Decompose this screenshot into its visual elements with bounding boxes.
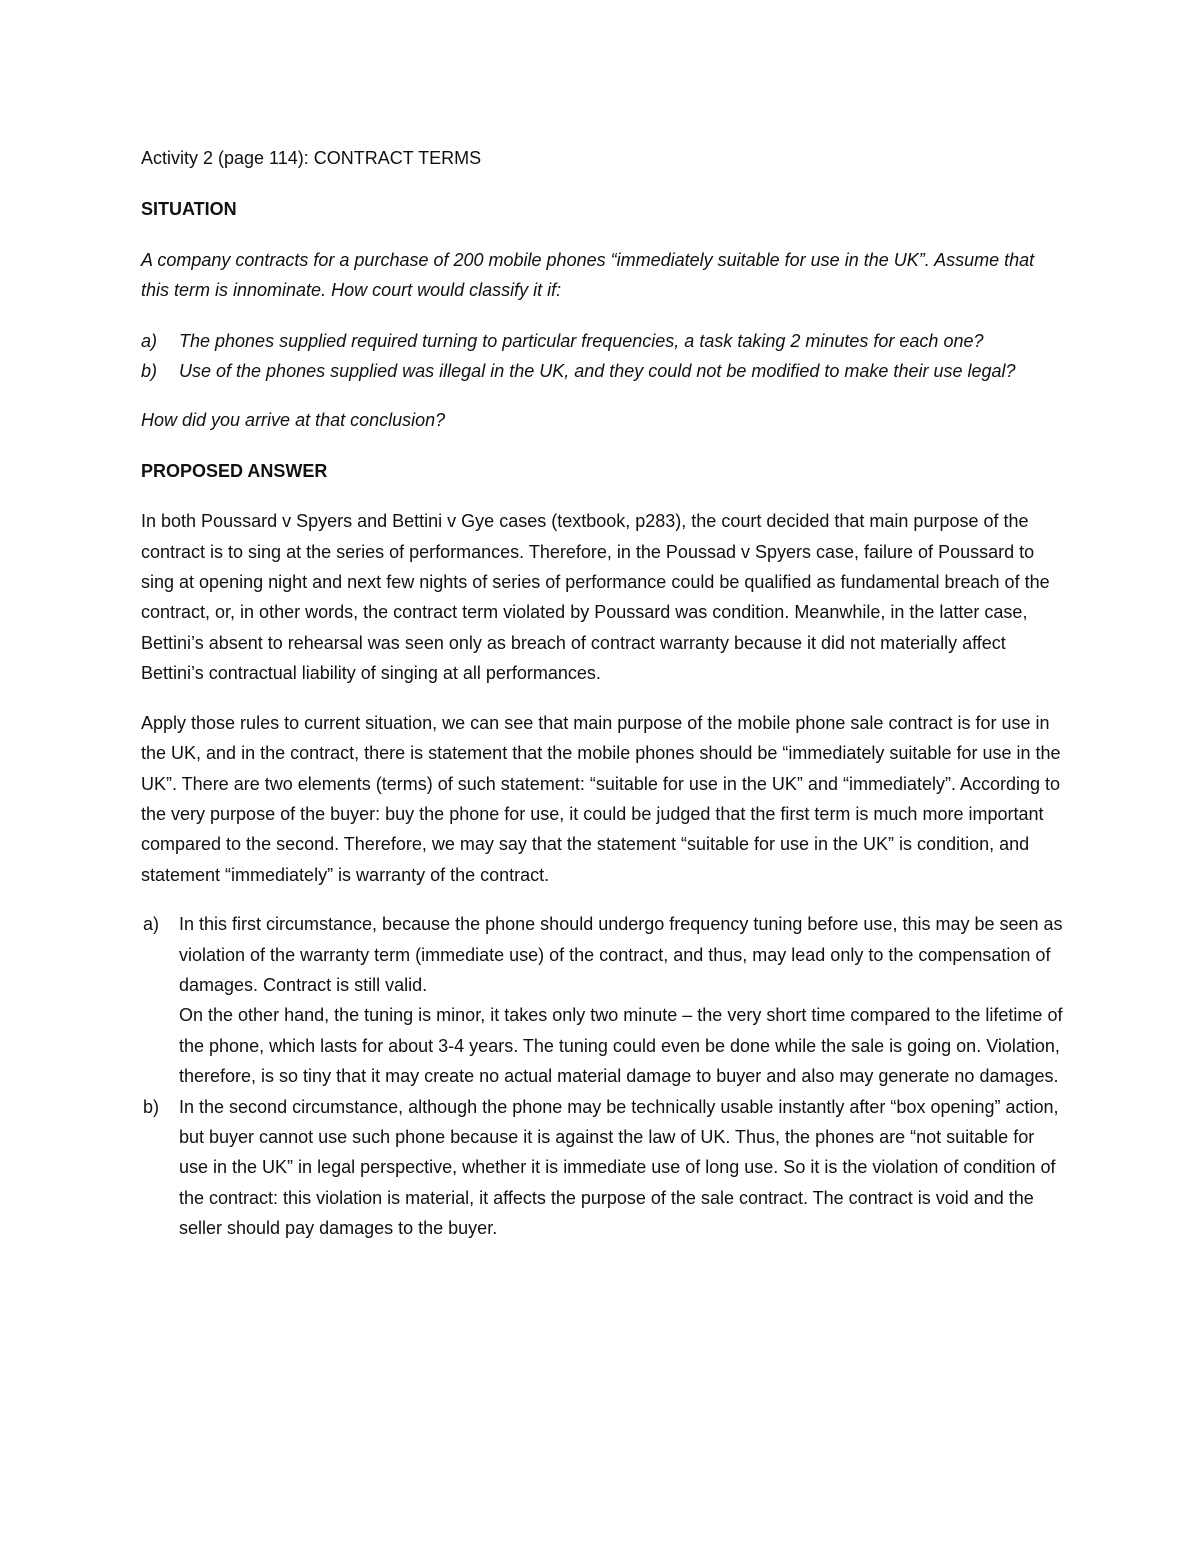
question-list [141,326,1066,387]
question-marker: a) [141,330,158,351]
answer-marker: b) [143,1096,160,1117]
document-body [141,143,1066,1244]
situation-heading: SITUATION [141,199,237,220]
answer-text: In the second circumstance, although the phone may be technically usable instantly after “box opening” action, but buyer cannot use such phone because it is against the law of UK. Thus, the phones are “not suitable for use in the UK” in legal perspective, whether it is immediate use of long use. So it is the violation of condition of the contract: this violation is material, it affects the purpose of the sale contract. The contract is void and the seller should pay damages to the buyer. [179,1096,1059,1239]
situation-text: A company contracts for a purchase of 200 mobile phones “immediately suitable for use in the UK”. Assume that this term is innominate. How court would classify it if: [141,249,1035,301]
answer-list [141,909,1066,1243]
answer-paragraph: Apply those rules to current situation, we can see that main purpose of the mobile phone sale contract is for use in the UK, and in the contract, there is statement that the mobile phones should be “immediately suitable for use in the UK”. There are two elements (terms) of such statement: “suitable for use in the UK” and “immediately”. According to the very purpose of the buyer: buy the phone for use, it could be judged that the first term is much more important compared to the second. Therefore, we may say that the statement “suitable for use in the UK” is condition, and statement “immediately” is warranty of the contract. [141,712,1061,885]
document-title: Activity 2 (page 114): CONTRACT TERMS [141,148,482,168]
question-item [141,326,1066,356]
question-text: Use of the phones supplied was illegal in the UK, and they could not be modified to make their use legal? [179,361,1016,382]
question-prompt: How did you arrive at that conclusion? [141,410,446,431]
answer-heading: PROPOSED ANSWER [141,460,328,481]
question-marker: b) [141,361,158,382]
answer-marker: a) [143,914,160,935]
question-item [141,356,1066,386]
answer-paragraph: In both Poussard v Spyers and Bettini v Gye cases (textbook, p283), the court decided that main purpose of the contract is to sing at the series of performances. Therefore, in the Poussad v Spyers case, failure of Poussard to sing at opening night and next few nights of series of performance could be qualified as fundamental breach of the contract, or, in other words, the contract term violated by Poussard was condition. Meanwhile, in the latter case, Bettini’s absent to rehearsal was seen only as breach of contract warranty because it did not materially affect Bettini’s contractual liability of singing at all performances. [141,511,1050,684]
answer-text-continued: On the other hand, the tuning is minor, it takes only two minute – the very short time compared to the lifetime of the phone, which lasts for about 3-4 years. The tuning could even be done while the sale is going on. Violation, therefore, is so tiny that it may create no actual material damage to buyer and also may generate no damages. [179,1005,1063,1087]
answer-item [141,1092,1066,1244]
answer-item [141,909,1066,1091]
answer-text: In this first circumstance, because the phone should undergo frequency tuning before use, this may be seen as violation of the warranty term (immediate use) of the contract, and thus, may lead only to the compensation of damages. Contract is still valid. [179,914,1063,995]
question-text: The phones supplied required turning to particular frequencies, a task taking 2 minutes for each one? [179,330,984,351]
